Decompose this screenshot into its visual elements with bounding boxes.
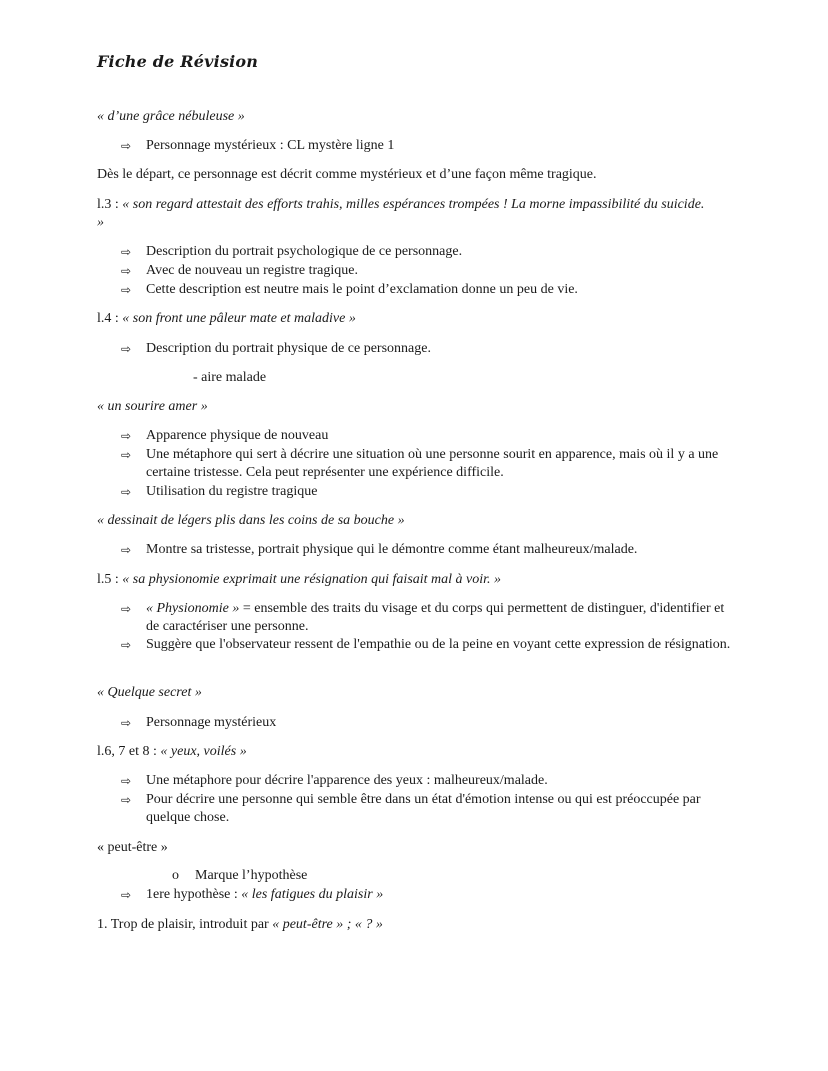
page-title: Fiche de Révision	[97, 52, 259, 71]
document-page: Fiche de Révision « d’une grâce nébuleuse » ⇨ Personnage mystérieux : CL mystère ligne 1 Dès le départ, ce personnage est décrit comme mystérieux et d’une façon même tragique. l.3 : « son regard attestait des efforts trahis, milles espérances trompées ! La morne impassibilité du suicide. » ⇨ Description du portrait psychologique de ce personnage. ⇨ Avec de nouveau un registre tragique. ⇨ Cette description est neutre mais le point d’exclamation donne un peu de vie. l.4 : « son front une pâleur mate et maladive » ⇨ Description du portrait physique de ce personnage. - aire malade « un sourire amer » ⇨ Apparence physique de nouveau ⇨ Une métaphore qui sert à décrire une situation où une personne sourit en apparence, mais où il y a une certaine tristesse. Cela peut représenter une expérience difficile. ⇨ Utilisation du registre tragique « dessinait de légers plis dans les coins de sa bouche » ⇨ Montre sa tristesse, portrait physique qui le démontre comme étant malheureux/malade. l.5 : « sa physionomie exprimait une résignation qui faisait mal à voir. » ⇨ « Physionomie » = ensemble des traits du visage et du corps qui permettent de distinguer, d'identifier et de caractériser une personne. ⇨ Suggère que l'observateur ressent de l'empathie ou de la peine en voyant cette expression de résignation. « Quelque secret » ⇨ Personnage mystérieux l.6, 7 et 8 : « yeux, voilés » ⇨ Une métaphore pour décrire l'apparence des yeux : malheureux/malade. ⇨ Pour décrire une personne qui semble être dans un état d'émotion intense ou qui est préoccupée par quelque chose. « peut-être » o Marque l’hypothèse ⇨ 1ere hypothèse : « les fatigues du plaisir » 1. Trop de plaisir, introduit par « peut-être » ; « ? »	[97, 52, 731, 932]
arrow-icon: ⇨	[121, 888, 132, 902]
sub-item: Marque l’hypothèse	[195, 868, 308, 883]
arrow-icon: ⇨	[121, 245, 132, 259]
arrow-icon: ⇨	[121, 602, 132, 616]
quote-quelque-secret: « Quelque secret »	[97, 685, 202, 700]
arrow-icon: ⇨	[121, 139, 132, 153]
arrow-icon: ⇨	[121, 342, 132, 356]
arrow-icon: ⇨	[121, 429, 132, 443]
arrow-icon: ⇨	[121, 283, 132, 297]
arrow-icon: ⇨	[121, 774, 132, 788]
quote-sourire-amer: « un sourire amer »	[97, 399, 208, 414]
quote-peut-etre: « peut-être »	[97, 840, 168, 855]
line-reference-3: l.3 : « son regard attestait des efforts trahis, milles espérances trompées ! La morne impassibilité du suicide. »	[97, 197, 705, 230]
arrow-icon: ⇨	[121, 543, 132, 557]
quote-legers-plis: « dessinait de légers plis dans les coins de sa bouche »	[97, 513, 405, 528]
arrow-icon: ⇨	[121, 485, 132, 499]
quote-grace-nebuleuse: « d’une grâce nébuleuse »	[97, 109, 245, 124]
final-line: 1. Trop de plaisir, introduit par « peut-être » ; « ? »	[97, 917, 383, 932]
line-reference-4: l.4 : « son front une pâleur mate et maladive »	[97, 311, 356, 326]
arrow-icon: ⇨	[121, 264, 132, 278]
paragraph: Dès le départ, ce personnage est décrit comme mystérieux et d’une façon même tragique.	[97, 167, 597, 182]
arrow-icon: ⇨	[121, 448, 132, 462]
arrow-icon: ⇨	[121, 716, 132, 730]
line-reference-6-7-8: l.6, 7 et 8 : « yeux, voilés »	[97, 744, 247, 759]
arrow-icon: ⇨	[121, 638, 132, 652]
line-reference-5: l.5 : « sa physionomie exprimait une résignation qui faisait mal à voir. »	[97, 572, 502, 587]
circle-bullet-icon: o	[172, 868, 179, 883]
dash-item: - aire malade	[193, 370, 267, 385]
arrow-icon: ⇨	[121, 793, 132, 807]
